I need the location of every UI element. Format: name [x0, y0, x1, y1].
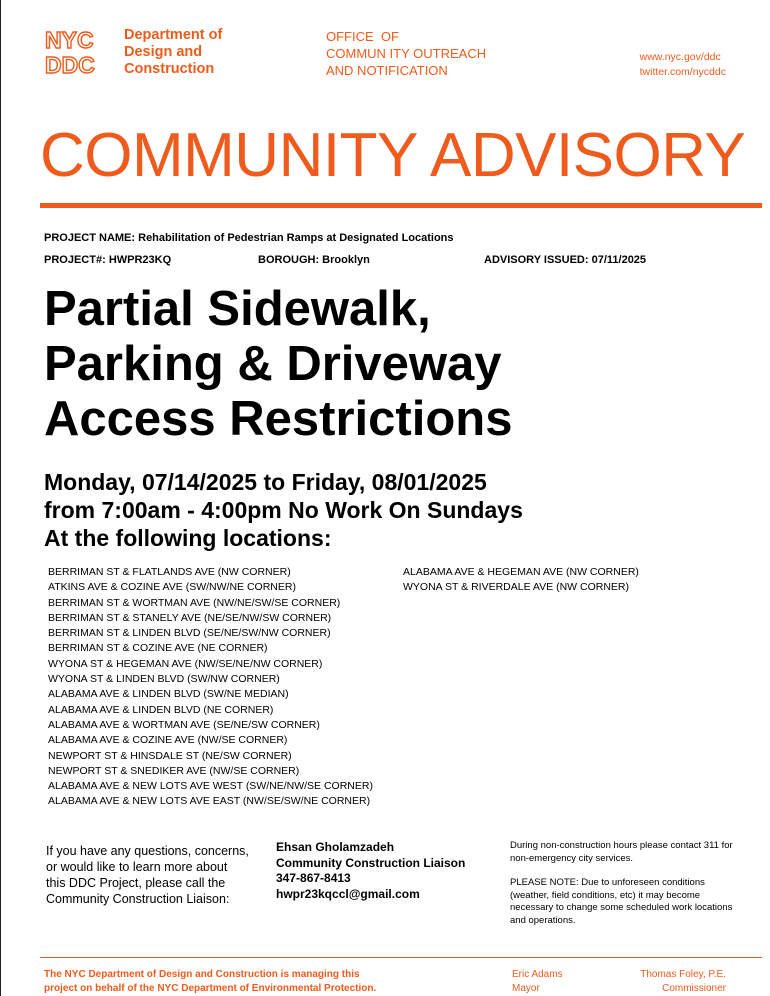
location-item: BERRIMAN ST & COZINE AVE (NE CORNER): [48, 642, 268, 655]
advisory-issued-label: ADVISORY ISSUED:: [484, 254, 589, 266]
footer-rule: [40, 957, 762, 958]
banner-rule: [40, 203, 762, 208]
location-item: ALABAMA AVE & HEGEMAN AVE (NW CORNER): [403, 566, 639, 578]
footer-statement-line-1: The NYC Department of Design and Construction is managing this: [44, 969, 360, 980]
agency-line-2: Design and: [124, 44, 203, 60]
location-item: BERRIMAN ST & STANELY AVE (NE/SE/NW/SW CORNER): [48, 611, 332, 624]
commissioner-title: Commissioner: [662, 982, 726, 994]
borough: [258, 253, 370, 267]
location-item: ALABAMA AVE & NEW LOTS AVE WEST (SW/NE/NW/SE CORNER): [48, 780, 373, 793]
advisory-issued: [484, 253, 646, 267]
office-line-3: AND NOTIFICATION: [326, 63, 448, 78]
agency-line-3: Construction: [124, 61, 215, 77]
liaison-contact: [276, 840, 465, 902]
contact-question: [46, 843, 256, 907]
contact-question-line-4: Community Construction Liaison:: [46, 892, 230, 906]
schedule-hours: from 7:00am - 4:00pm No Work On Sundays: [44, 497, 523, 523]
liaison-title: Community Construction Liaison: [276, 855, 466, 870]
location-item: BERRIMAN ST & FLATLANDS AVE (NW CORNER): [48, 566, 291, 578]
location-item: WYONA ST & LINDEN BLVD (SW/NW CORNER): [48, 673, 280, 686]
location-item: BERRIMAN ST & WORTMAN AVE (NW/NE/SW/SE CORNER): [48, 596, 341, 609]
headline-line-3: Access Restrictions: [44, 392, 513, 446]
twitter-link[interactable]: twitter.com/nycddc: [639, 66, 726, 78]
location-item: ALABAMA AVE & WORTMAN AVE (SE/NE/SW CORNER): [48, 718, 320, 731]
footer-mayor: [512, 968, 563, 995]
agency-name: [124, 27, 222, 78]
header-links: [640, 50, 726, 80]
locations-intro: At the following locations:: [44, 525, 332, 551]
footer-statement: [44, 968, 376, 995]
location-item: WYONA ST & RIVERDALE AVE (NW CORNER): [403, 581, 629, 594]
location-item: ALABAMA AVE & COZINE AVE (NW/SE CORNER): [48, 734, 288, 747]
project-name-value: Rehabilitation of Pedestrian Ramps at Designated Locations: [138, 232, 454, 244]
borough-value: Brooklyn: [322, 254, 370, 266]
project-name: [44, 231, 454, 245]
location-item: ALABAMA AVE & LINDEN BLVD (SW/NE MEDIAN): [48, 688, 289, 701]
mayor-name: Eric Adams: [512, 969, 563, 980]
liaison-phone[interactable]: 347-867-8413: [276, 871, 351, 885]
page-border: [0, 0, 1, 996]
schedule: [44, 468, 523, 552]
svg-text:DDC: DDC: [45, 52, 95, 76]
liaison-name: Ehsan Gholamzadeh: [276, 840, 395, 854]
contact-question-line-2: or would like to learn more about: [46, 860, 228, 874]
location-item: NEWPORT ST & SNEDIKER AVE (NW/SE CORNER): [48, 764, 300, 777]
nyc-ddc-logo: [44, 26, 116, 76]
locations-list-left: [48, 565, 373, 810]
location-item: ATKINS AVE & COZINE AVE (SW/NW/NE CORNER): [48, 581, 296, 594]
location-item: WYONA ST & HEGEMAN AVE (NW/SE/NE/NW CORNER): [48, 657, 323, 670]
location-item: ALABAMA AVE & NEW LOTS AVE EAST (NW/SE/SW/NE CORNER): [48, 795, 371, 808]
office-line-2: COMMUN ITY OUTREACH: [326, 46, 487, 61]
contact-question-line-1: If you have any questions, concerns,: [46, 844, 249, 858]
svg-text:NYC: NYC: [45, 27, 94, 53]
schedule-dates: Monday, 07/14/2025 to Friday, 08/01/2025: [44, 469, 487, 495]
liaison-email[interactable]: hwpr23kqccl@gmail.com: [276, 886, 420, 901]
project-number-label: PROJECT#:: [44, 254, 106, 266]
office-name: [326, 28, 486, 79]
contact-question-line-3: this DDC Project, please call the: [46, 876, 226, 890]
location-item: NEWPORT ST & HINSDALE ST (NE/SW CORNER): [48, 749, 292, 762]
community-advisory-banner: COMMUNITY ADVISORY: [40, 121, 746, 190]
after-hours-note: During non-construction hours please contact 311 for non-emergency city services.: [510, 840, 733, 864]
footer-statement-line-2: project on behalf of the NYC Department of Environmental Protection.: [44, 982, 377, 994]
notes: [510, 840, 735, 939]
headline: [44, 282, 512, 447]
project-name-label: PROJECT NAME:: [44, 232, 136, 244]
location-item: BERRIMAN ST & LINDEN BLVD (SE/NE/SW/NW CORNER): [48, 627, 331, 640]
please-note: PLEASE NOTE: Due to unforeseen conditions (weather, field conditions, etc) it may become necessary to change some scheduled work locations and operations.: [510, 877, 733, 926]
locations-list-right: [403, 565, 639, 596]
project-number-value: HWPR23KQ: [108, 254, 172, 266]
website-link[interactable]: www.nyc.gov/ddc: [639, 51, 721, 63]
advisory-issued-value: 07/11/2025: [591, 254, 647, 266]
project-number: [44, 253, 171, 267]
headline-line-1: Partial Sidewalk,: [44, 282, 431, 336]
borough-label: BOROUGH:: [258, 254, 320, 266]
headline-line-2: Parking & Driveway: [44, 337, 502, 391]
footer-commissioner: [640, 968, 726, 995]
agency-line-1: Department of: [124, 27, 223, 43]
location-item: ALABAMA AVE & LINDEN BLVD (NE CORNER): [48, 703, 274, 716]
commissioner-name: Thomas Foley, P.E.: [640, 969, 726, 980]
office-line-1: OFFICE OF: [326, 29, 399, 44]
mayor-title: Mayor: [512, 982, 540, 994]
